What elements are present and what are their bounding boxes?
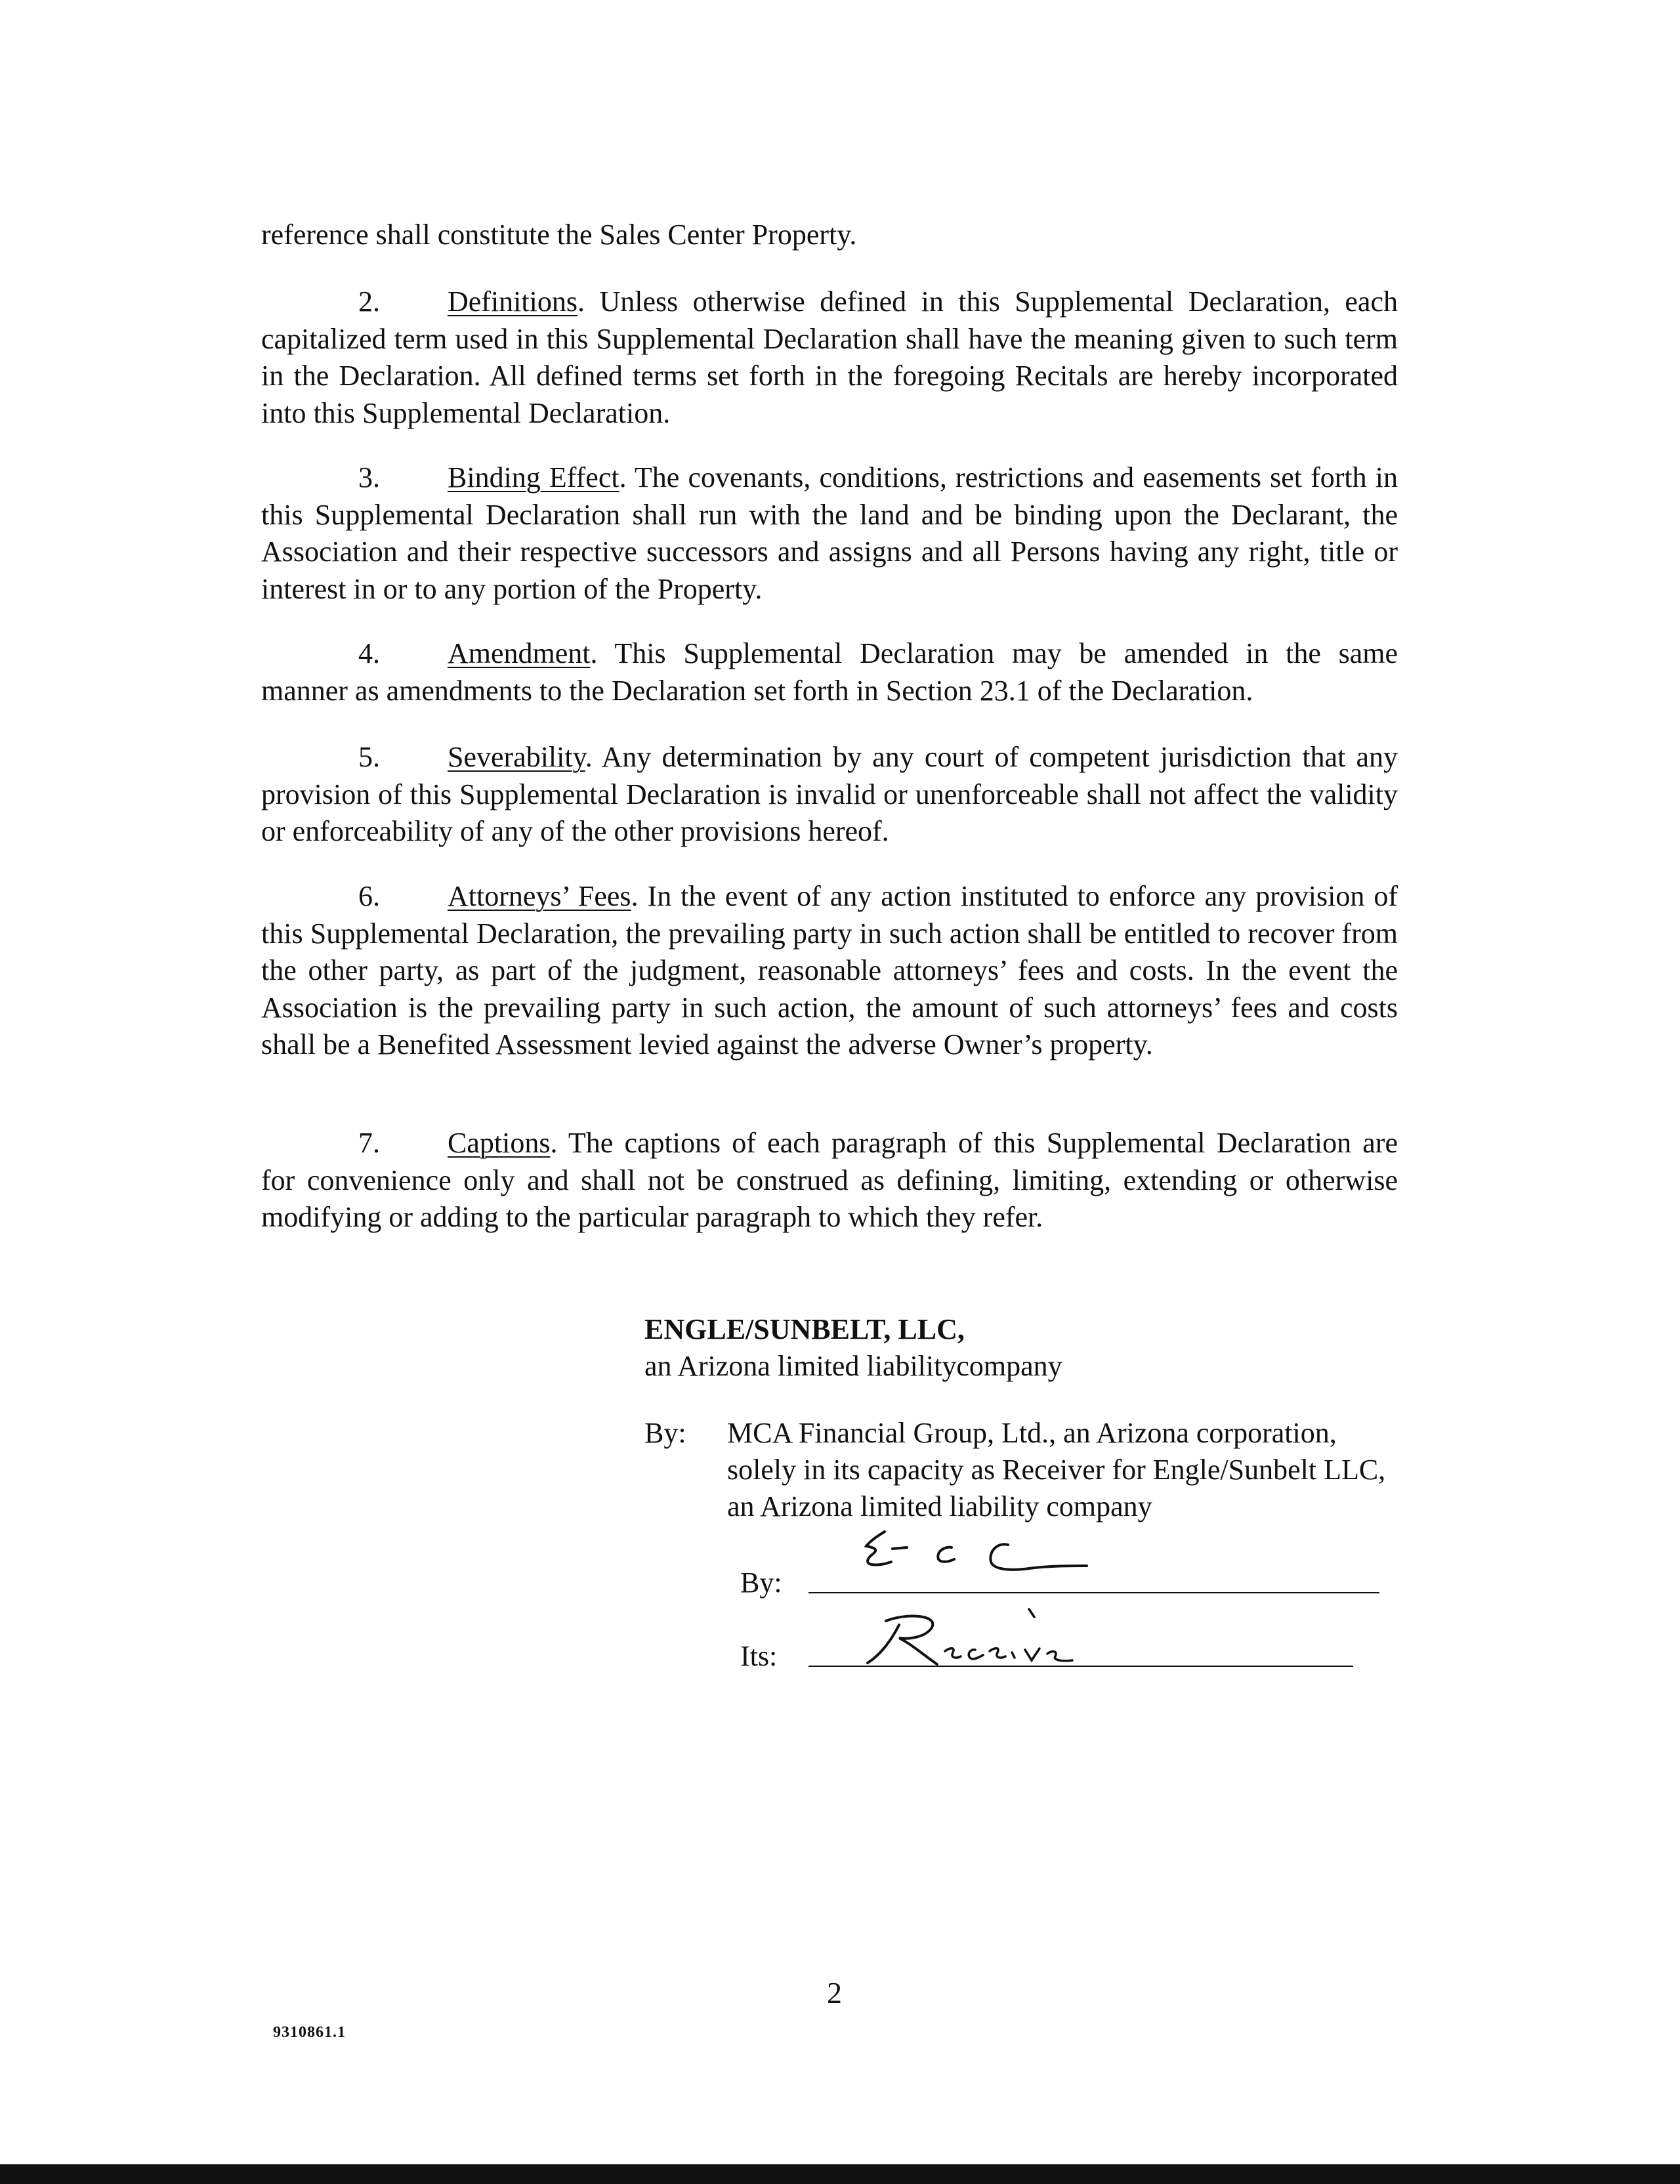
section-heading: Binding Effect [448, 461, 620, 494]
section-heading: Captions [448, 1127, 551, 1159]
signer-its-label: Its: [740, 1640, 778, 1672]
section-number: 2. [358, 285, 380, 318]
section-number: 5. [358, 741, 380, 773]
document-id: 9310861.1 [273, 2024, 346, 2041]
section-text: . Any determination by any court of competent jurisdiction that any provision of this Supplemental Declaration is invalid or unenforceable shall not affect the validity or enforceability of any of the other provisions hereof. [261, 741, 1398, 847]
section-number: 6. [358, 880, 380, 912]
section-2 [261, 284, 1398, 432]
company-block [644, 1311, 1406, 1385]
section-text: . The captions of each paragraph of this Supplemental Declaration are for convenience only and shall not be construed as defining, limiting, extending or otherwise modifying or adding to the particular paragraph to which they refer. [261, 1127, 1398, 1233]
section-number: 3. [358, 461, 380, 494]
section-6 [261, 878, 1398, 1064]
scan-edge-bar [0, 2164, 1680, 2184]
section-text: . In the event of any action instituted to enforce any provision of this Supplemental Declaration, the prevailing party in such action shall be entitled to recover from the other party, as part of the judgment, reasonable attorneys’ fees and costs. In the event the Association is the prevailing party in such action, the amount of such attorneys’ fees and costs shall be a Benefited Assessment levied against the adverse Owner’s property. [261, 880, 1398, 1060]
by-label: By: [644, 1417, 686, 1449]
section-heading: Amendment [448, 637, 591, 669]
section-heading: Severability [448, 741, 585, 773]
section-3 [261, 459, 1398, 608]
section-text: . Unless otherwise defined in this Supplemental Declaration, each capitalized term used in this Supplemental Declaration shall have the meaning given to such term in the Declaration. All defined terms set forth in the foregoing Recitals are hereby incorporated into this Supplemental Declaration. [261, 285, 1398, 429]
section-5 [261, 739, 1398, 850]
signature-icon [853, 1522, 1102, 1595]
section-number: 7. [358, 1127, 380, 1159]
section-heading: Definitions [448, 285, 578, 318]
signer-by-label: By: [740, 1566, 782, 1599]
section-text: . This Supplemental Declaration may be amended in the same manner as amendments to the Declaration set forth in Section 23.1 of the Declaration. [261, 637, 1398, 707]
intro-line: reference shall constitute the Sales Center Property. [261, 219, 857, 251]
section-text: . The covenants, conditions, restrictions and easements set forth in this Supplemental Declaration shall run with the land and be binding upon the Declarant, the Association and their respective successors and assigns and all Persons having any right, title or interest in or to any portion of the Property. [261, 461, 1398, 605]
section-number: 4. [358, 637, 380, 669]
section-7 [261, 1125, 1398, 1236]
handwritten-receiver-icon [860, 1601, 1076, 1673]
company-description: an Arizona limited liabilitycompany [644, 1350, 1062, 1382]
by-entity-text: MCA Financial Group, Ltd., an Arizona corporation, solely in its capacity as Receiver for Engle/Sunbelt LLC, an Arizona limited liability company [727, 1417, 1386, 1522]
section-4 [261, 635, 1398, 709]
section-heading: Attorneys’ Fees [448, 880, 631, 912]
page-number: 2 [827, 1976, 842, 2009]
company-name: ENGLE/SUNBELT, LLC, [644, 1313, 965, 1345]
